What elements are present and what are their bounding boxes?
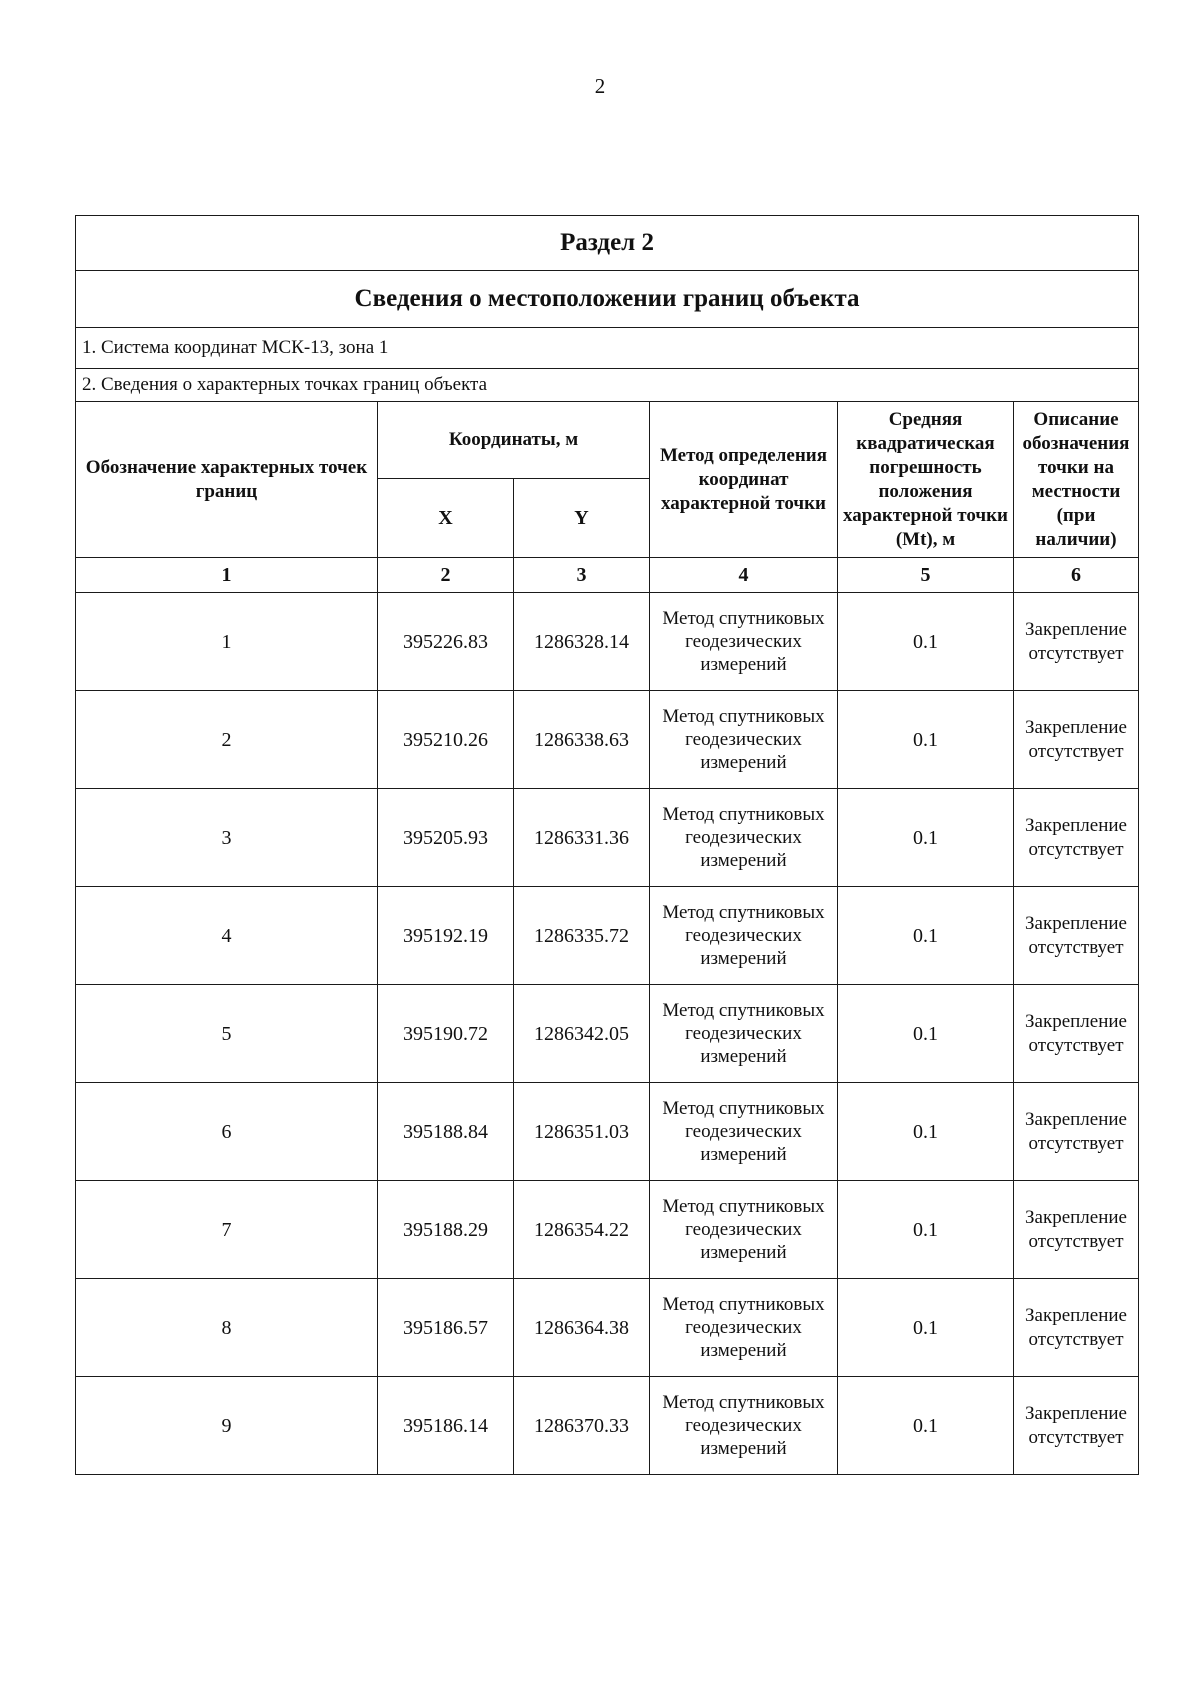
table-body <box>76 216 1139 1475</box>
cell-point: 3 <box>76 789 378 887</box>
cell-y: 1286351.03 <box>514 1083 650 1181</box>
cell-method: Метод спутниковых геодезических измерений <box>650 1377 838 1475</box>
header-x: X <box>378 479 514 558</box>
cell-point: 1 <box>76 593 378 691</box>
table-row <box>76 1181 1139 1279</box>
header-coordinates: Координаты, м <box>378 402 650 479</box>
cell-x: 395188.29 <box>378 1181 514 1279</box>
table-row <box>76 1083 1139 1181</box>
cell-x: 395192.19 <box>378 887 514 985</box>
cell-point: 8 <box>76 1279 378 1377</box>
section-title: Раздел 2 <box>76 216 1139 271</box>
cell-description: Закрепление отсутствует <box>1014 1181 1139 1279</box>
cell-method: Метод спутниковых геодезических измерений <box>650 691 838 789</box>
table-row <box>76 789 1139 887</box>
cell-x: 395226.83 <box>378 593 514 691</box>
cell-point: 2 <box>76 691 378 789</box>
table-row <box>76 1377 1139 1475</box>
cell-description: Закрепление отсутствует <box>1014 1083 1139 1181</box>
cell-description: Закрепление отсутствует <box>1014 887 1139 985</box>
header-point-designation: Обозначение характерных точек границ <box>76 402 378 558</box>
coordinate-system-line: 1. Система координат МСК-13, зона 1 <box>76 328 1139 369</box>
cell-error: 0.1 <box>838 1083 1014 1181</box>
column-number: 6 <box>1014 558 1139 593</box>
cell-error: 0.1 <box>838 789 1014 887</box>
cell-error: 0.1 <box>838 985 1014 1083</box>
header-description: Описание обозначения точки на местности (при наличии) <box>1014 402 1139 558</box>
cell-method: Метод спутниковых геодезических измерений <box>650 789 838 887</box>
cell-error: 0.1 <box>838 887 1014 985</box>
table-row <box>76 593 1139 691</box>
cell-error: 0.1 <box>838 691 1014 789</box>
cell-y: 1286338.63 <box>514 691 650 789</box>
cell-error: 0.1 <box>838 1279 1014 1377</box>
cell-y: 1286342.05 <box>514 985 650 1083</box>
cell-method: Метод спутниковых геодезических измерений <box>650 1181 838 1279</box>
header-error: Средняя квадратическая погрешность положения характерной точки (Mt), м <box>838 402 1014 558</box>
cell-y: 1286328.14 <box>514 593 650 691</box>
cell-description: Закрепление отсутствует <box>1014 789 1139 887</box>
cell-y: 1286331.36 <box>514 789 650 887</box>
cell-description: Закрепление отсутствует <box>1014 1279 1139 1377</box>
cell-point: 7 <box>76 1181 378 1279</box>
cell-method: Метод спутниковых геодезических измерений <box>650 1083 838 1181</box>
cell-point: 4 <box>76 887 378 985</box>
points-info-line: 2. Сведения о характерных точках границ объекта <box>76 369 1139 402</box>
boundary-points-table <box>75 215 1139 1475</box>
cell-method: Метод спутниковых геодезических измерений <box>650 887 838 985</box>
column-number: 5 <box>838 558 1014 593</box>
column-number: 3 <box>514 558 650 593</box>
cell-y: 1286354.22 <box>514 1181 650 1279</box>
column-number: 4 <box>650 558 838 593</box>
page-number: 2 <box>594 74 606 98</box>
cell-x: 395210.26 <box>378 691 514 789</box>
cell-description: Закрепление отсутствует <box>1014 1377 1139 1475</box>
table-row <box>76 887 1139 985</box>
cell-error: 0.1 <box>838 1181 1014 1279</box>
table-row <box>76 985 1139 1083</box>
cell-error: 0.1 <box>838 1377 1014 1475</box>
column-number: 2 <box>378 558 514 593</box>
header-method: Метод определения координат характерной точки <box>650 402 838 558</box>
cell-y: 1286370.33 <box>514 1377 650 1475</box>
cell-description: Закрепление отсутствует <box>1014 985 1139 1083</box>
cell-point: 9 <box>76 1377 378 1475</box>
table-row <box>76 1279 1139 1377</box>
object-title: Сведения о местоположении границ объекта <box>76 271 1139 328</box>
cell-point: 6 <box>76 1083 378 1181</box>
cell-x: 395188.84 <box>378 1083 514 1181</box>
column-number: 1 <box>76 558 378 593</box>
cell-x: 395186.57 <box>378 1279 514 1377</box>
cell-x: 395205.93 <box>378 789 514 887</box>
cell-x: 395190.72 <box>378 985 514 1083</box>
cell-method: Метод спутниковых геодезических измерений <box>650 1279 838 1377</box>
header-y: Y <box>514 479 650 558</box>
cell-y: 1286335.72 <box>514 887 650 985</box>
cell-error: 0.1 <box>838 593 1014 691</box>
cell-x: 395186.14 <box>378 1377 514 1475</box>
cell-y: 1286364.38 <box>514 1279 650 1377</box>
cell-method: Метод спутниковых геодезических измерений <box>650 593 838 691</box>
cell-description: Закрепление отсутствует <box>1014 593 1139 691</box>
cell-method: Метод спутниковых геодезических измерений <box>650 985 838 1083</box>
table-row <box>76 691 1139 789</box>
cell-description: Закрепление отсутствует <box>1014 691 1139 789</box>
column-numbers-row <box>76 558 1139 593</box>
cell-point: 5 <box>76 985 378 1083</box>
